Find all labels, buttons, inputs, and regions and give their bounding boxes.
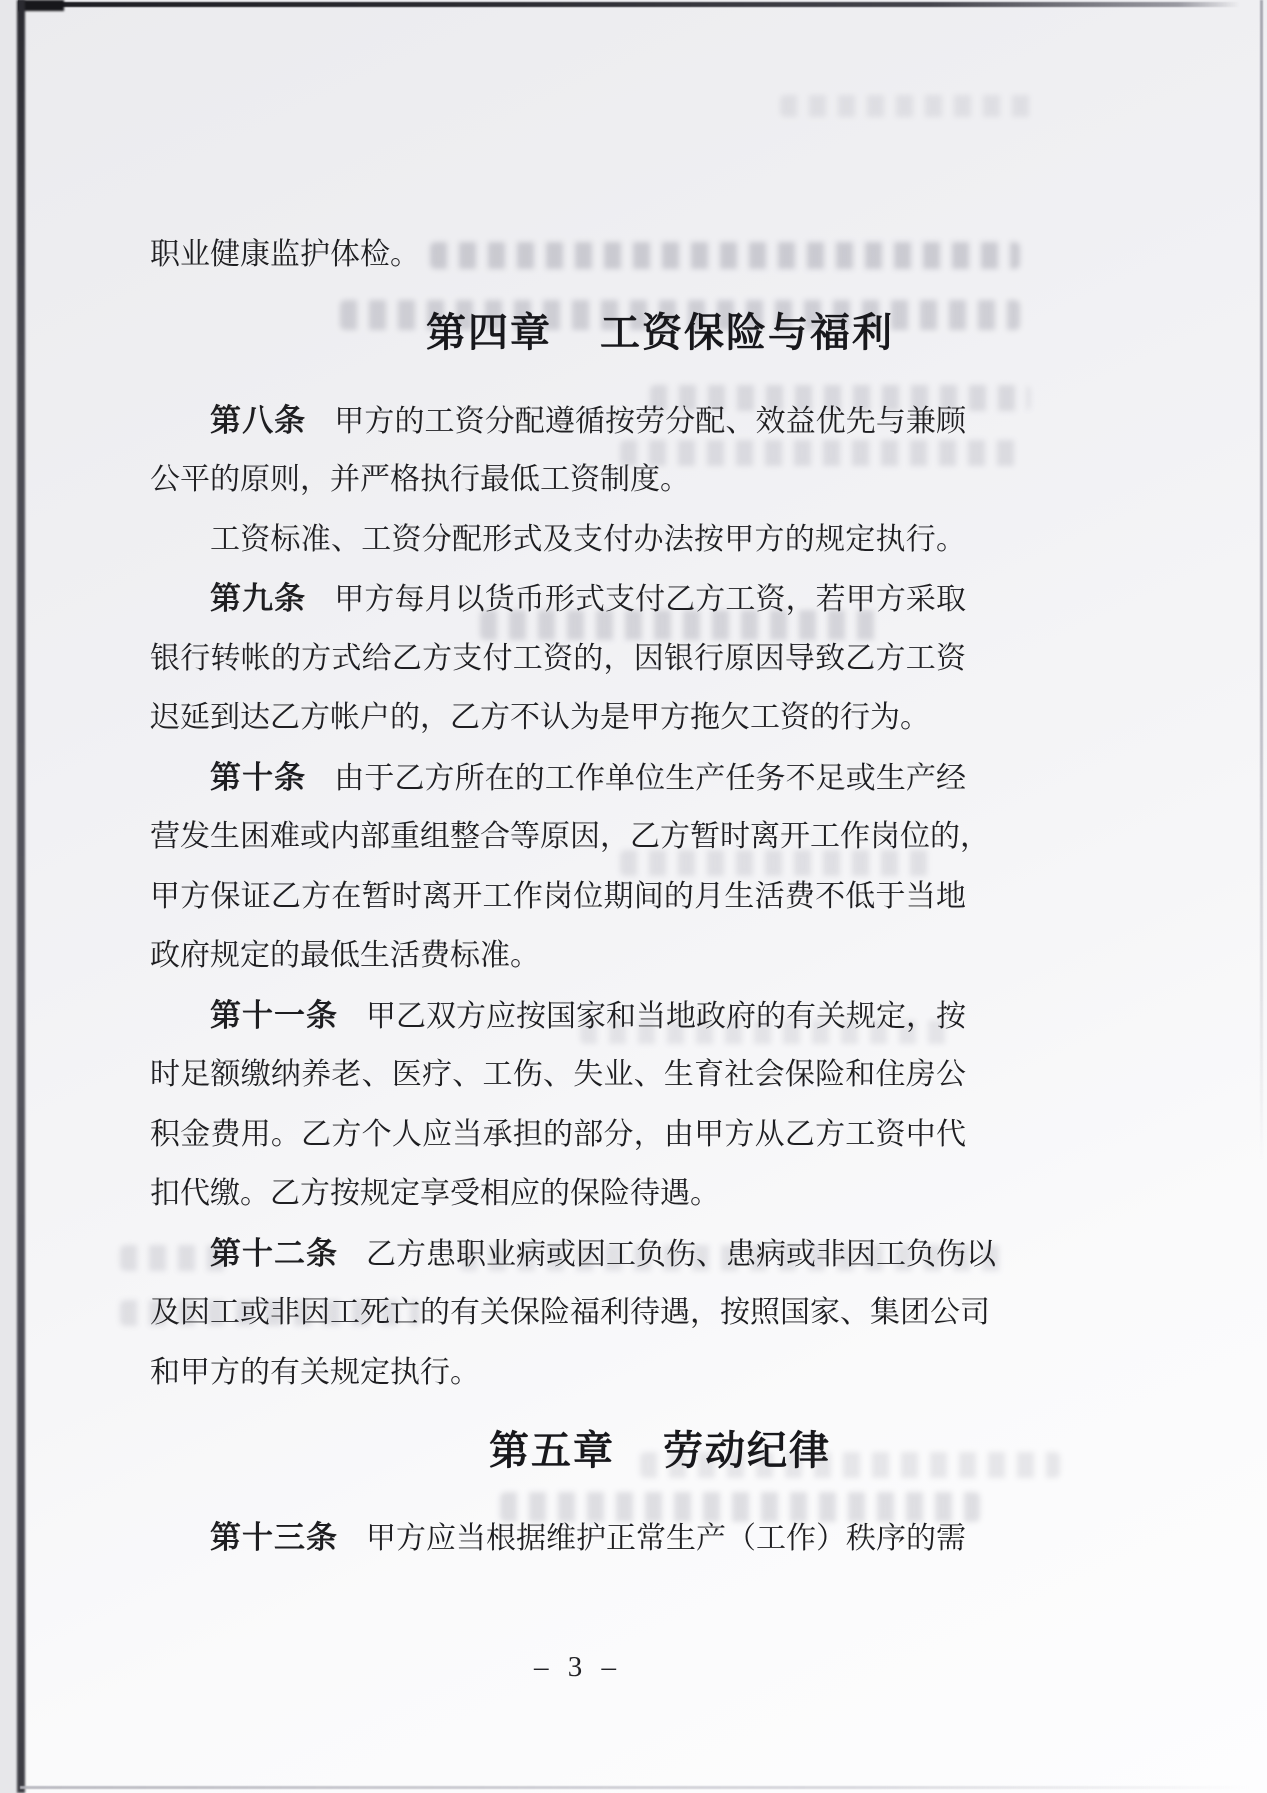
article-9-line-2: 银行转帐的方式给乙方支付工资的，因银行原因导致乙方工资 [150, 641, 966, 675]
article-11-term: 第十一条 [210, 997, 338, 1033]
article-12-line-2: 及因工或非因工死亡的有关保险福利待遇，按照国家、集团公司 [150, 1296, 990, 1329]
page-number: – 3 – [534, 1651, 622, 1683]
article-10-term: 第十条 [210, 759, 307, 795]
article-10-text: 由于乙方所在的工作单位生产任务不足或生产经 [334, 761, 967, 795]
article-9-text: 甲方每月以货币形式支付乙方工资，若甲方采取 [334, 583, 967, 616]
article-11-text: 甲乙双方应按国家和当地政府的有关规定，按 [366, 999, 966, 1033]
document-body [150, 0, 996, 1568]
wage-standard-line-1 [150, 510, 966, 570]
article-11-line-4: 扣代缴。乙方按规定享受相应的保险待遇。 [150, 1177, 720, 1210]
article-12-term: 第十二条 [210, 1235, 338, 1271]
scan-left-margin-strip [0, 0, 18, 1793]
article-8-term: 第八条 [210, 402, 307, 438]
article-8 [150, 391, 966, 510]
scan-right-edge-line [1260, 0, 1263, 1160]
chapter-4-title: 工资保险与福利 [600, 311, 894, 355]
article-12-text: 乙方患职业病或因工负伤、患病或非因工负伤以 [366, 1237, 996, 1271]
article-11-line-1 [150, 986, 966, 1046]
chapter-5-number: 第五章 [489, 1428, 615, 1473]
article-11 [150, 986, 966, 1224]
article-13 [150, 1508, 966, 1568]
article-10-line-3: 甲方保证乙方在暂时离开工作岗位期间的月生活费不低于当地 [150, 879, 966, 913]
article-8-text: 甲方的工资分配遵循按劳分配、效益优先与兼顾 [334, 404, 967, 438]
chapter-4-heading [252, 303, 1068, 363]
article-12 [150, 1224, 996, 1403]
article-12-line-1 [150, 1224, 996, 1284]
article-9-line-1 [150, 569, 966, 629]
article-9-term: 第九条 [210, 581, 307, 616]
article-10 [150, 748, 990, 986]
wage-standard-paragraph [150, 510, 966, 570]
article-11-line-2: 时足额缴纳养老、医疗、工伤、失业、生育社会保险和住房公 [150, 1058, 966, 1091]
article-11-line-3: 积金费用。乙方个人应当承担的部分，由甲方从乙方工资中代 [150, 1117, 966, 1151]
article-8-line-1 [150, 391, 966, 451]
article-13-line-1 [150, 1508, 966, 1568]
carryover-paragraph-line: 职业健康监护体检。 [150, 238, 420, 271]
article-9-line-3: 迟延到达乙方帐户的，乙方不认为是甲方拖欠工资的行为。 [150, 701, 930, 734]
chapter-5-heading [252, 1421, 1068, 1481]
chapter-4-number: 第四章 [426, 311, 552, 355]
article-13-term: 第十三条 [210, 1520, 338, 1555]
scan-left-edge-line [17, 0, 25, 1793]
article-10-line-2: 营发生困难或内部重组整合等原因，乙方暂时离开工作岗位的， [150, 820, 990, 853]
article-10-line-4: 政府规定的最低生活费标准。 [150, 939, 540, 972]
article-13-text: 甲方应当根据维护正常生产（工作）秩序的需 [366, 1522, 966, 1555]
article-8-line-2: 公平的原则，并严格执行最低工资制度。 [150, 463, 690, 496]
article-12-line-3: 和甲方的有关规定执行。 [150, 1355, 480, 1389]
wage-standard-text: 工资标准、工资分配形式及支付办法按甲方的规定执行。 [210, 522, 966, 556]
article-9 [150, 569, 966, 748]
chapter-5-title: 劳动纪律 [663, 1428, 831, 1473]
article-10-line-1 [150, 748, 966, 808]
scan-bottom-edge-line [20, 1786, 1250, 1789]
